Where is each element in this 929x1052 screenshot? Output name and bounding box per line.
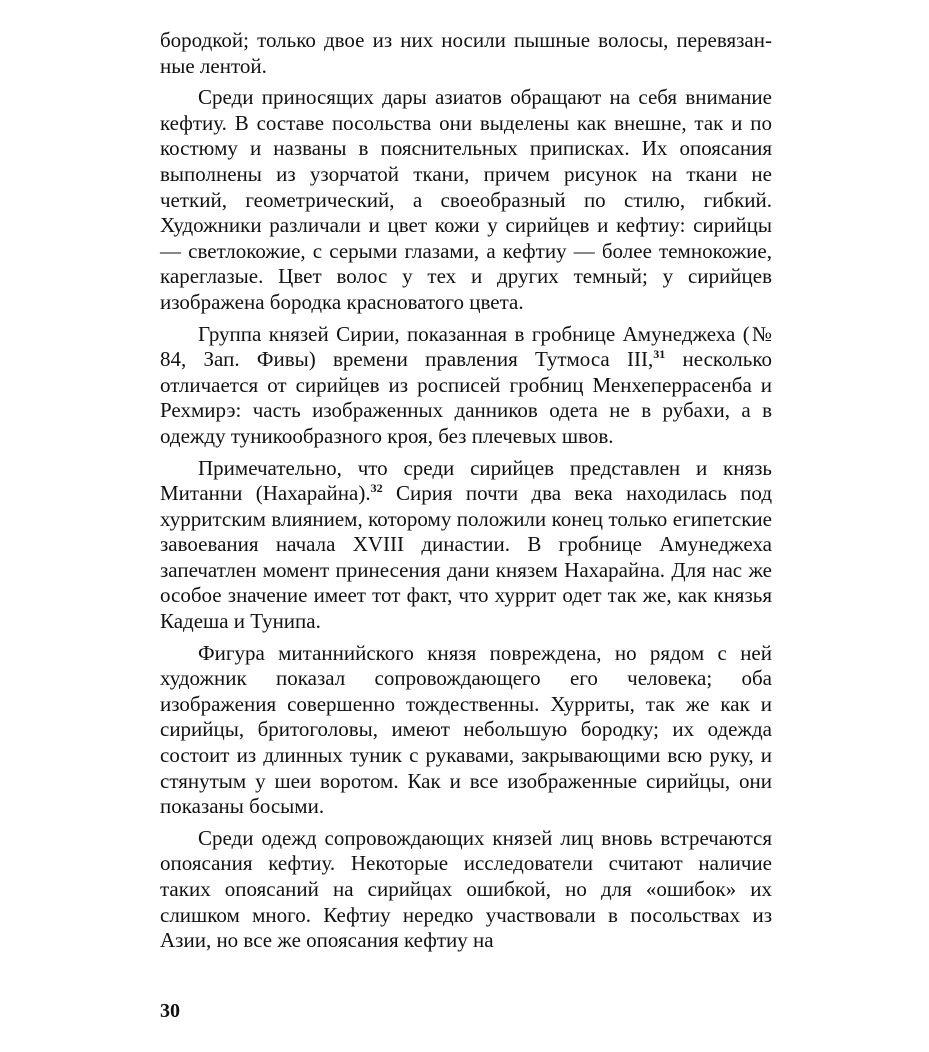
footnote-ref-32[interactable]: 32 (370, 481, 383, 496)
paragraph-5: Фигура митаннийского князя повреждена, но рядом с ней художник показал сопровождающего его человека; оба изображения совершенно тождественны. Хурриты, так же как и сирийцы, бритоголовы, имеют небольшую бородку; их одежда состоит из длинных туник с рукавами, закрывающими всю руку, и стянутым у шеи воротом. Как и все изображенные сирийцы, они показаны босыми. (160, 640, 772, 819)
paragraph-3-text-a: Группа князей Сирии, показанная в гробнице Амунеджеха (№ 84, Зап. Фивы) времени правления Тутмоса III, (160, 321, 772, 372)
paragraph-6: Среди одежд сопровождающих князей лиц вновь встречаются опоясания кефтиу. Некоторые исследователи считают наличие таких опоясаний на сирийцах ошибкой, но для «ошибок» их слишком много. Кефтиу нередко участвовали в посольствах из Азии, но все же опоясания кефтиу на (160, 825, 772, 953)
paragraph-1: бородкой; только двое из них носили пышные волосы, перевязанные лентой. (160, 28, 772, 78)
paragraph-4 (160, 456, 772, 635)
page-number: 30 (160, 1000, 180, 1022)
paragraph-3-text-b: несколько отличается от сирийцев из росписей гробниц Менхеперрасенба и Рехмирэ: часть изображенных данников одета не в рубахи, а в одежду туникообразного кроя, без плечевых швов. (160, 347, 772, 448)
paragraph-4-text-a: Примечательно, что среди сирийцев представлен и князь Митанни (Нахарайна). (160, 455, 772, 506)
paragraph-4-text-b: Сирия почти два века находилась под хурритским влиянием, которому положили конец только египетские завоевания начала XVIII династии. В гробнице Амунеджеха запечатлен момент принесения дани князем Нахарайна. Для нас же особое значение имеет тот факт, что хуррит одет так же, как князья Кадеша и Тунипа. (160, 481, 773, 634)
paragraph-2: Среди приносящих дары азиатов обращают на себя внимание кефтиу. В составе посольства они выделены как внешне, так и по костюму и названы в пояснительных приписках. Их опоясания выполнены из узорчатой ткани, причем рисунок на ткани не четкий, геометрический, а своеобразный по стилю, гибкий. Художники различали и цвет кожи у сирийцев и кефтиу: сирийцы — светлокожие, с серыми глазами, а кефтиу — более темнокожие, кареглазые. Цвет волос у тех и других темный; у сирийцев изображена бородка красноватого цвета. (160, 85, 772, 314)
page-body (160, 28, 772, 960)
paragraph-3 (160, 322, 772, 450)
footnote-ref-31[interactable]: 31 (653, 347, 666, 362)
